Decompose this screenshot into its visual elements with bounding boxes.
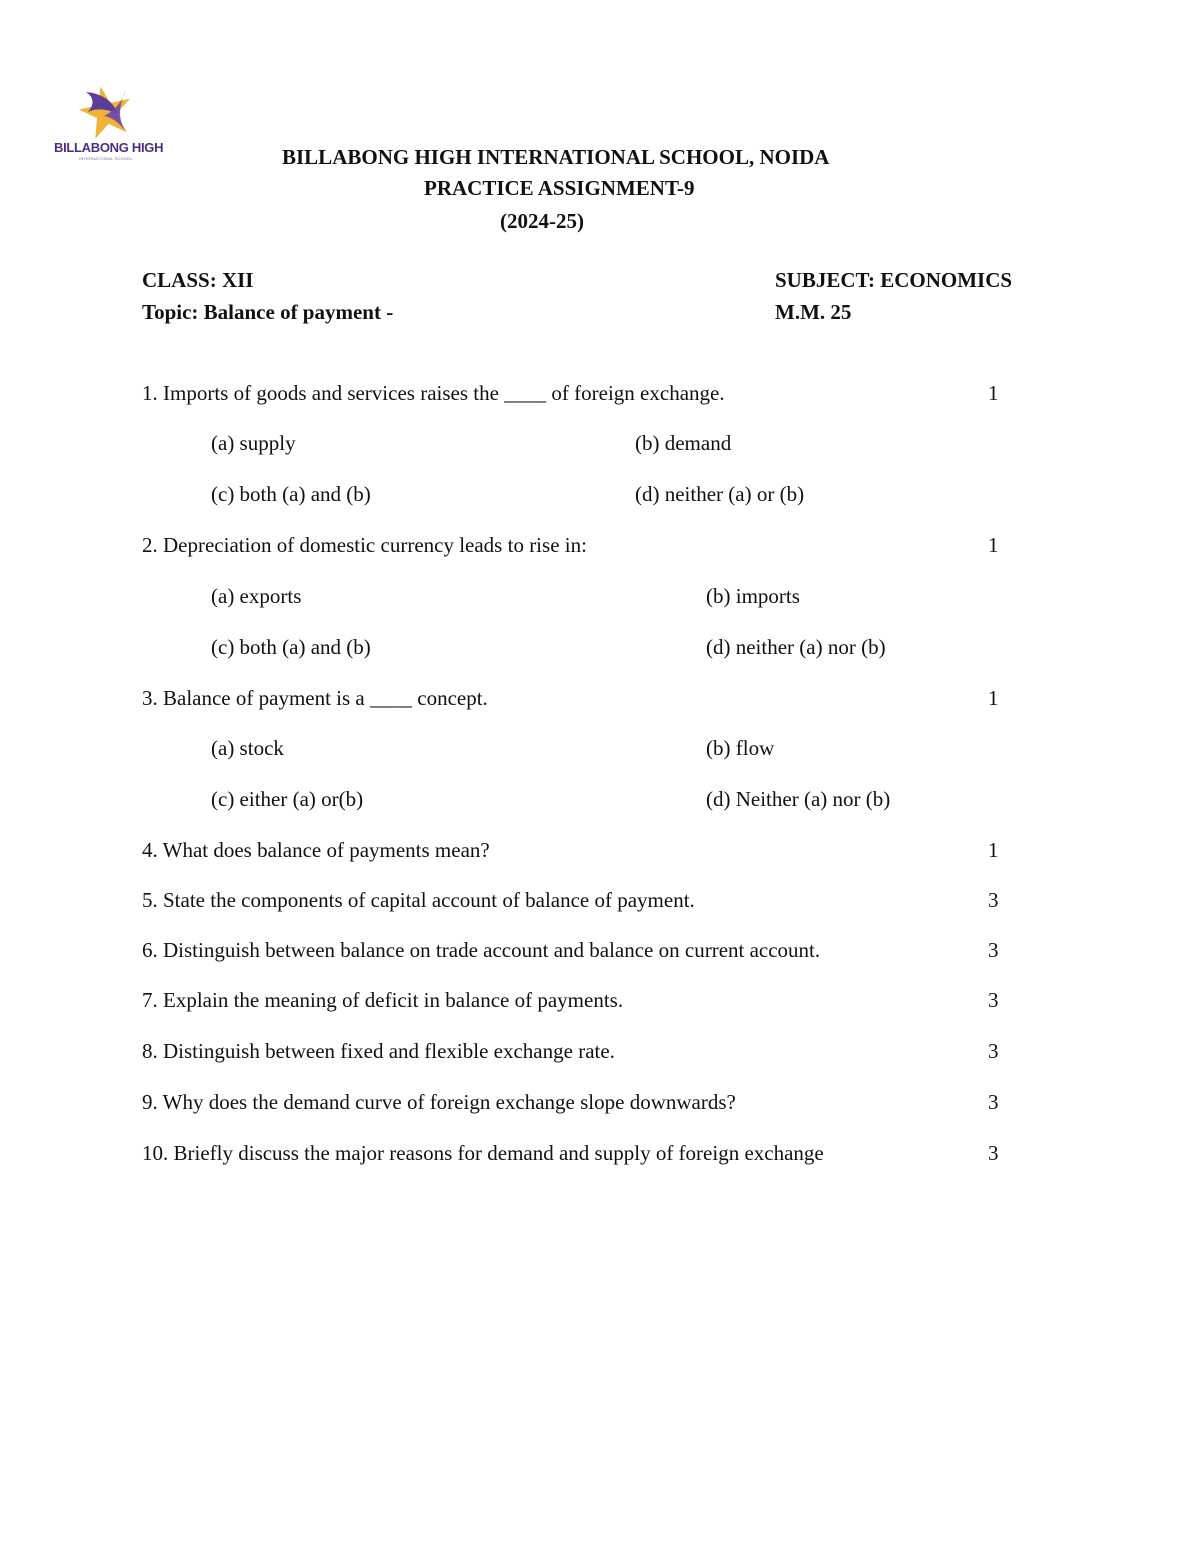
logo-subtitle: INTERNATIONAL SCHOOL: [79, 156, 133, 161]
question-8-marks: 3: [988, 1039, 999, 1063]
question-10: 10. Briefly discuss the major reasons for demand and supply of foreign exchange: [142, 1141, 824, 1165]
school-logo: [54, 84, 164, 164]
max-marks-label: M.M. 25: [775, 300, 852, 324]
question-2-marks: 1: [988, 533, 999, 557]
question-9: 9. Why does the demand curve of foreign exchange slope downwards?: [142, 1090, 736, 1114]
question-10-marks: 3: [988, 1141, 999, 1165]
question-2-option-d: (d) neither (a) nor (b): [706, 635, 886, 659]
question-7-marks: 3: [988, 988, 999, 1012]
question-1-option-d: (d) neither (a) or (b): [635, 482, 805, 506]
topic-label: Topic: Balance of payment -: [142, 300, 394, 324]
question-5: 5. State the components of capital account of balance of payment.: [142, 888, 695, 912]
class-label: CLASS: XII: [142, 268, 254, 292]
question-2: 2. Depreciation of domestic currency leads to rise in:: [142, 533, 587, 557]
question-7: 7. Explain the meaning of deficit in balance of payments.: [142, 988, 624, 1012]
question-3-option-c: (c) either (a) or(b): [211, 787, 364, 811]
question-3-option-a: (a) stock: [211, 736, 284, 760]
question-1-option-b: (b) demand: [635, 431, 732, 455]
question-4-marks: 1: [988, 838, 999, 862]
question-6: 6. Distinguish between balance on trade account and balance on current account.: [142, 938, 821, 962]
logo-wordmark: BILLABONG HIGH: [54, 140, 164, 155]
question-1: 1. Imports of goods and services raises the ____ of foreign exchange.: [142, 381, 725, 405]
question-1-option-c: (c) both (a) and (b): [211, 482, 371, 506]
question-1-option-a: (a) supply: [211, 431, 296, 455]
star-logo-icon: [76, 84, 136, 140]
question-3: 3. Balance of payment is a ____ concept.: [142, 686, 488, 710]
question-2-option-b: (b) imports: [706, 584, 800, 608]
question-3-marks: 1: [988, 686, 999, 710]
session-year: (2024-25): [500, 209, 584, 233]
question-4: 4. What does balance of payments mean?: [142, 838, 490, 862]
question-2-option-a: (a) exports: [211, 584, 302, 608]
question-1-marks: 1: [988, 381, 999, 405]
question-8: 8. Distinguish between fixed and flexible exchange rate.: [142, 1039, 615, 1063]
question-3-option-d: (d) Neither (a) nor (b): [706, 787, 891, 811]
question-6-marks: 3: [988, 938, 999, 962]
school-name: BILLABONG HIGH INTERNATIONAL SCHOOL, NOIDA: [282, 145, 830, 169]
assignment-title: PRACTICE ASSIGNMENT-9: [424, 176, 695, 200]
question-3-option-b: (b) flow: [706, 736, 775, 760]
question-5-marks: 3: [988, 888, 999, 912]
question-2-option-c: (c) both (a) and (b): [211, 635, 371, 659]
subject-label: SUBJECT: ECONOMICS: [775, 268, 1013, 292]
question-9-marks: 3: [988, 1090, 999, 1114]
